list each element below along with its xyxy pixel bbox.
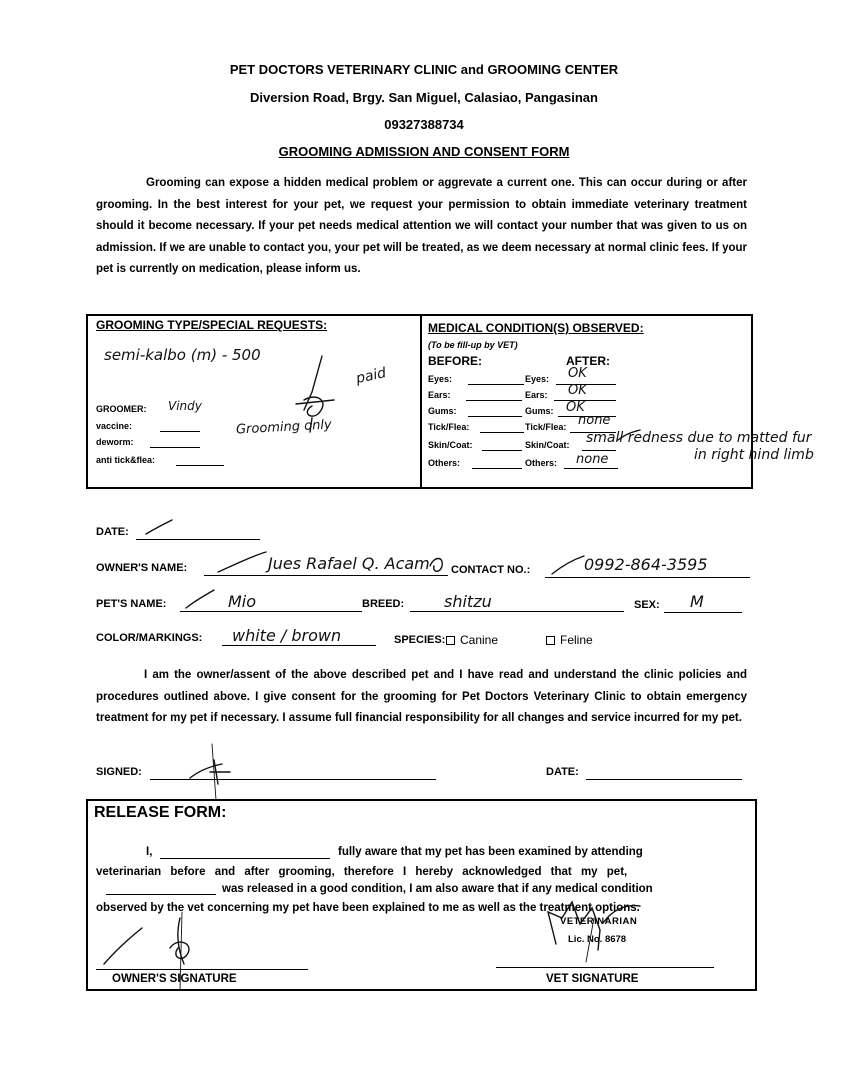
stamp-license: Lic. No. 8678 bbox=[568, 934, 627, 945]
deworm-label: deworm: bbox=[96, 437, 134, 447]
form-title: GROOMING ADMISSION AND CONSENT FORM bbox=[278, 144, 570, 159]
after-ears-value: OK bbox=[568, 383, 587, 398]
after-skincoat-value: small redness due to matted fur bbox=[586, 430, 812, 446]
contact-value: 0992-864-3595 bbox=[584, 555, 708, 574]
before-ears: Ears: bbox=[428, 390, 451, 400]
breed-label: BREED: bbox=[362, 598, 405, 610]
contact-label: CONTACT NO.: bbox=[451, 564, 531, 576]
clinic-phone: 09327388734 bbox=[384, 117, 464, 132]
after-skincoat: Skin/Coat: bbox=[525, 440, 570, 450]
clinic-name: PET DOCTORS VETERINARY CLINIC and GROOMING CENTER bbox=[229, 62, 619, 77]
intro-paragraph: Grooming can expose a hidden medical problem or aggrevate a current one. This can occur during or after grooming. In the best interest for your pet, we request your permission to obtain immediate veterinary treatment should it become necessary. If your pet needs medical attention we will contact your number that was given to us on admission. If we are unable to contact you, your pet will be treated, as we deem necessary at normal clinic fees. If your pet is currently on medication, please inform us. bbox=[96, 177, 747, 275]
before-tickflea: Tick/Flea: bbox=[428, 422, 470, 432]
after-label: AFTER: bbox=[566, 354, 610, 368]
stamp-title: VETERINARIAN bbox=[560, 916, 638, 927]
species-label: SPECIES: bbox=[394, 634, 446, 646]
canine-label: Canine bbox=[460, 633, 499, 647]
paid-handwriting: paid bbox=[354, 365, 388, 387]
release-line1-start: I, bbox=[146, 846, 153, 858]
margin-note: in right hind limb bbox=[694, 447, 814, 463]
owner-signature-label: OWNER'S SIGNATURE bbox=[112, 973, 237, 985]
release-line3-end: was released in a good condition, I am also aware that if any medical condition bbox=[222, 883, 653, 895]
release-line4: observed by the vet concerning my pet have been explained to me as well as the treatment options. bbox=[96, 902, 640, 914]
release-line2: veterinarian before and after grooming, therefore I hereby acknowledged that my pet, bbox=[96, 866, 628, 878]
breed-value: shitzu bbox=[444, 592, 492, 611]
signed-date-label: DATE: bbox=[546, 766, 579, 778]
after-tickflea: Tick/Flea: bbox=[525, 422, 567, 432]
after-ears: Ears: bbox=[525, 390, 548, 400]
medical-heading: MEDICAL CONDITION(S) OBSERVED: bbox=[428, 321, 644, 335]
after-tickflea-value: none bbox=[578, 413, 611, 428]
grooming-request-handwriting: semi-kalbo (m) - 500 bbox=[104, 346, 261, 364]
after-others-value: none bbox=[576, 452, 609, 467]
after-gums: Gums: bbox=[525, 406, 554, 416]
medical-subheading: (To be fill-up by VET) bbox=[428, 340, 518, 350]
consent-paragraph: I am the owner/assent of the above described pet and I have read and understand the clinic policies and procedures outlined above. I give consent for the grooming for Pet Doctors Veterinary Clinic to obtain emergency treatment for my pet if necessary. I assume full financial responsibility for all changes and service incurred for my pet. bbox=[96, 669, 747, 724]
sex-label: SEX: bbox=[634, 599, 660, 611]
owner-name-label: OWNER'S NAME: bbox=[96, 562, 188, 574]
owner-name-value: Jues Rafael Q. Acam bbox=[268, 554, 430, 573]
date-label: DATE: bbox=[96, 526, 129, 538]
groomer-value: Vindy bbox=[168, 399, 202, 413]
signed-label: SIGNED: bbox=[96, 766, 142, 778]
after-eyes-value: OK bbox=[568, 366, 587, 381]
before-label: BEFORE: bbox=[428, 354, 482, 368]
after-gums-value: OK bbox=[566, 400, 585, 415]
groomer-label: GROOMER: bbox=[96, 404, 147, 414]
color-value: white / brown bbox=[232, 626, 342, 645]
vet-signature-label: VET SIGNATURE bbox=[546, 973, 639, 985]
release-heading: RELEASE FORM: bbox=[94, 804, 227, 821]
pet-name-label: PET'S NAME: bbox=[96, 598, 167, 610]
before-gums: Gums: bbox=[428, 406, 457, 416]
before-skincoat: Skin/Coat: bbox=[428, 440, 473, 450]
pet-name-value: Mio bbox=[228, 592, 257, 611]
before-others: Others: bbox=[428, 458, 461, 468]
clinic-address: Diversion Road, Brgy. San Miguel, Calasiao, Pangasinan bbox=[250, 90, 598, 105]
release-line1-end: fully aware that my pet has been examined by attending bbox=[338, 846, 643, 858]
after-eyes: Eyes: bbox=[525, 374, 550, 384]
antitick-label: anti tick&flea: bbox=[96, 455, 156, 465]
vaccine-label: vaccine: bbox=[96, 421, 133, 431]
feline-label: Feline bbox=[560, 633, 593, 647]
grooming-note-handwriting: Grooming only bbox=[235, 417, 333, 438]
after-others: Others: bbox=[525, 458, 558, 468]
grooming-heading: GROOMING TYPE/SPECIAL REQUESTS: bbox=[96, 318, 328, 332]
color-label: COLOR/MARKINGS: bbox=[96, 632, 203, 644]
before-eyes: Eyes: bbox=[428, 374, 453, 384]
sex-value: M bbox=[690, 592, 704, 611]
